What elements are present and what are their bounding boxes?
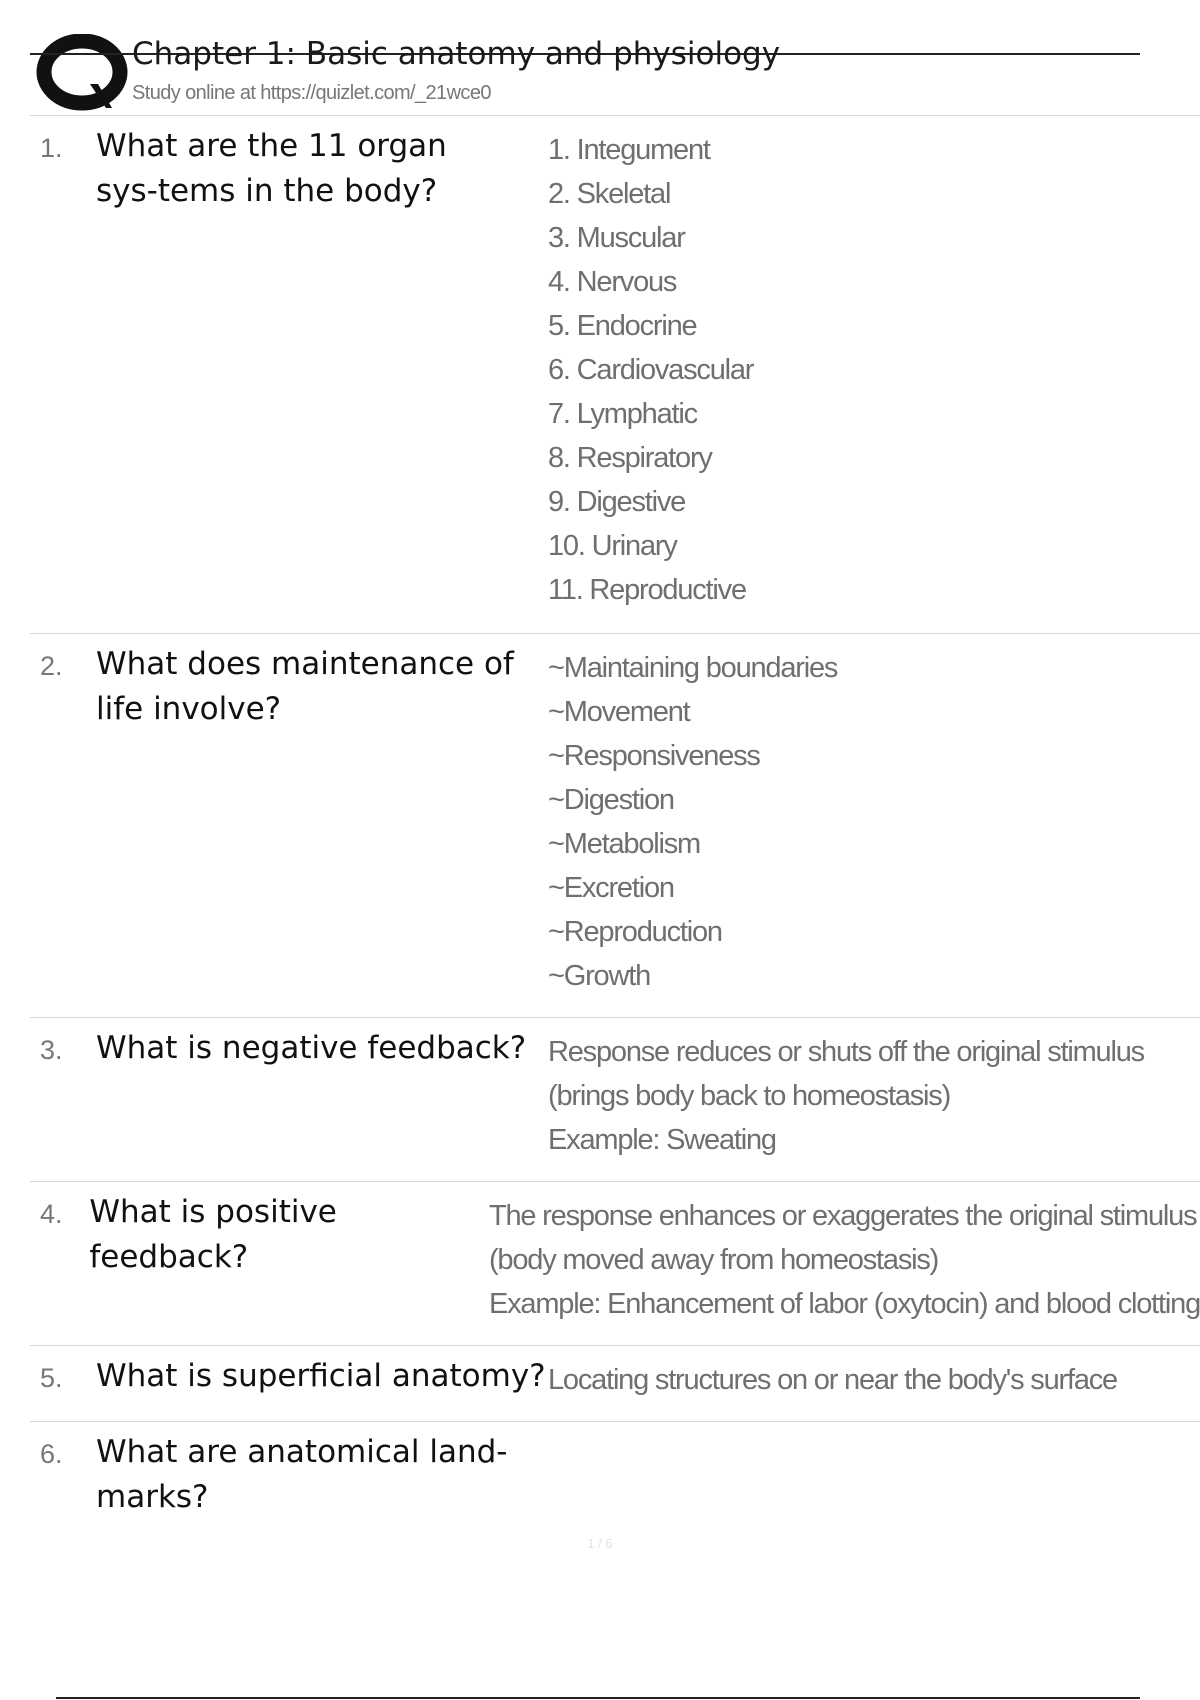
card-question: What are the 11 organ sys-tems in the body? (96, 128, 447, 209)
flashcard-list (30, 116, 1200, 1532)
card-answer (489, 1182, 1200, 1345)
flashcard-row (30, 1346, 1200, 1422)
answer-line: 2. Skeletal (548, 178, 671, 210)
answer-line: Locating structures on or near the body's surface (548, 1364, 1117, 1396)
answer-line: The response enhances or exaggerates the original stimulus (body moved away from homeostasis) (488, 1200, 1197, 1276)
card-number: 6. (40, 1439, 63, 1469)
answer-line: ~Metabolism (548, 828, 701, 860)
answer-line: 7. Lymphatic (548, 398, 697, 430)
page-title: Chapter 1: Basic anatomy and physiology (132, 36, 781, 72)
study-online-link[interactable]: Study online at https://quizlet.com/_21wce0 (132, 82, 491, 104)
card-question: What is superficial anatomy? (96, 1358, 546, 1394)
answer-line: Example: Sweating (548, 1124, 776, 1156)
answer-line: ~Excretion (548, 872, 674, 904)
card-answer (548, 1422, 1200, 1532)
answer-line: Response reduces or shuts off the original stimulus (brings body back to homeostasis) (548, 1036, 1144, 1112)
card-number: 2. (40, 651, 63, 681)
card-question: What does maintenance of life involve? (96, 646, 514, 727)
answer-line: 10. Urinary (548, 530, 677, 562)
answer-line: 3. Muscular (548, 222, 685, 254)
card-question: What is negative feedback? (96, 1030, 527, 1066)
card-answer (548, 634, 1200, 1017)
card-number: 3. (40, 1035, 63, 1065)
answer-line: 4. Nervous (548, 266, 677, 298)
answer-line: ~Reproduction (548, 916, 722, 948)
card-answer (548, 116, 1200, 633)
answer-line: ~Responsiveness (548, 740, 760, 772)
flashcard-row (30, 116, 1200, 634)
answer-line: ~Growth (548, 960, 651, 992)
flashcard-row (30, 634, 1200, 1018)
card-number: 5. (40, 1363, 63, 1393)
answer-line: ~Digestion (548, 784, 674, 816)
card-number: 4. (40, 1199, 63, 1229)
page-number: 1 / 6 (587, 1536, 613, 1551)
card-question: What are anatomical land-marks? (96, 1434, 508, 1515)
answer-line: 5. Endocrine (548, 310, 697, 342)
quizlet-q-logo-icon (32, 34, 142, 114)
answer-line: Example: Enhancement of labor (oxytocin) and blood clotting (488, 1288, 1200, 1320)
answer-line: ~Movement (548, 696, 690, 728)
flashcard-row (30, 1422, 1200, 1532)
card-answer (548, 1346, 1200, 1421)
flashcard-row (30, 1018, 1200, 1182)
card-answer (548, 1018, 1200, 1181)
answer-line: 8. Respiratory (548, 442, 712, 474)
answer-line: 11. Reproductive (548, 574, 746, 606)
footer-rule (56, 1697, 1140, 1699)
card-number: 1. (40, 133, 63, 163)
card-question: What is positive feedback? (89, 1194, 337, 1275)
answer-line: 6. Cardiovascular (548, 354, 754, 386)
answer-line: ~Maintaining boundaries (548, 652, 838, 684)
flashcard-row (30, 1182, 1200, 1346)
answer-line: 9. Digestive (548, 486, 686, 518)
answer-line: 1. Integument (548, 134, 710, 166)
